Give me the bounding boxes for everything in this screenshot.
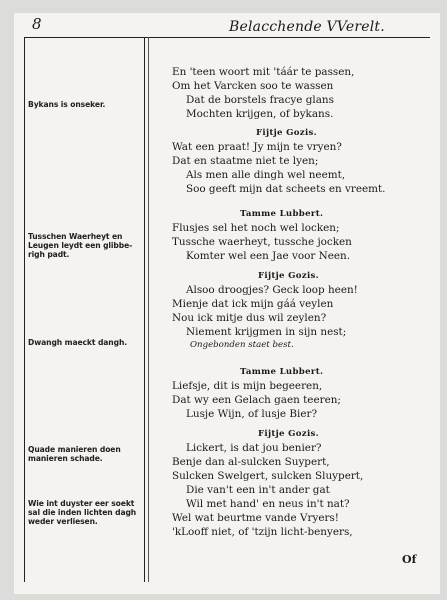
verse-line: Alsoo droogjes? Geck loop heen! (186, 284, 358, 296)
verse-line: 'kLooff niet, of 'tzijn licht-benyers, (172, 526, 353, 538)
verse-line: Niement krijgmen in sijn nest; (186, 326, 347, 338)
page-number: 8 (32, 15, 42, 33)
margin-note-line: Quade manieren doen (28, 445, 121, 454)
verse-line: Sulcken Swelgert, sulcken Sluypert, (172, 470, 364, 482)
verse-line: Wel wat beurtme vande Vryers! (172, 512, 339, 524)
margin-note-line: Wie int duyster eer soekt (28, 499, 135, 508)
verse-line: Flusjes sel het noch wel locken; (172, 222, 340, 234)
verse-line: Wil met hand' en neus in't nat? (186, 498, 350, 510)
margin-note (28, 445, 144, 463)
top-rule (24, 37, 430, 38)
verse-line: Wat een praat! Jy mijn te vryen? (172, 141, 342, 153)
margin-note-line: Tusschen Waerheyt en (28, 232, 123, 241)
column-rule-inner (148, 37, 149, 582)
speaker-name: Fijtje Gozis. (258, 429, 319, 439)
catchword: Of (402, 553, 417, 566)
verse-line: Mienje dat ick mijn gáá veylen (172, 298, 334, 310)
verse-line: Als men alle dingh wel neemt, (186, 169, 346, 181)
running-head: Belacchende VVerelt. (229, 19, 385, 35)
verse-line: En 'teen woort mit 'táár te passen, (172, 66, 355, 78)
margin-note-line: Leugen leydt een glibbe- (28, 241, 133, 250)
margin-note-line: manieren schade. (28, 454, 103, 463)
column-rule (144, 37, 145, 582)
verse-line: Nou ick mitje dus wil zeylen? (172, 312, 327, 324)
verse-line: Mochten krijgen, of bykans. (186, 108, 334, 120)
verse-line: Liefsje, dit is mijn begeeren, (172, 380, 323, 392)
margin-note-line: sal die inden lichten dagh (28, 508, 137, 517)
margin-note (28, 499, 144, 526)
speaker-name: Tamme Lubbert. (240, 367, 324, 377)
margin-note-line: righ padt. (28, 250, 70, 259)
verse-line: Soo geeft mijn dat scheets en vreemt. (186, 183, 386, 195)
margin-note (28, 232, 144, 259)
verse-line: Die van't een in't ander gat (186, 484, 330, 496)
speaker-name: Tamme Lubbert. (240, 209, 324, 219)
margin-note-line: Dwangh maeckt dangh. (28, 338, 128, 347)
margin-note-line: Bykans is onseker. (28, 100, 106, 109)
verse-line: Tussche waerheyt, tussche jocken (172, 236, 352, 248)
margin-note (28, 338, 144, 347)
verse-line: Lickert, is dat jou benier? (186, 442, 322, 454)
book-page (14, 13, 440, 594)
verse-line: Benje dan al-sulcken Suypert, (172, 456, 330, 468)
verse-line: Om het Varcken soo te wassen (172, 80, 334, 92)
verse-line: Lusje Wijn, of lusje Bier? (186, 408, 318, 420)
verse-line: Dat de borstels fracye glans (186, 94, 334, 106)
verse-line: Dat wy een Gelach gaen teeren; (172, 394, 341, 406)
verse-line: Komter wel een Jae voor Neen. (186, 250, 350, 262)
speaker-name: Fijtje Gozis. (256, 128, 317, 138)
stage-direction: Ongebonden staet best. (190, 340, 294, 350)
margin-note (28, 100, 144, 109)
left-rule (24, 37, 25, 582)
margin-note-line: weder verliesen. (28, 517, 98, 526)
speaker-name: Fijtje Gozis. (258, 271, 319, 281)
verse-line: Dat en staatme niet te lyen; (172, 155, 319, 167)
